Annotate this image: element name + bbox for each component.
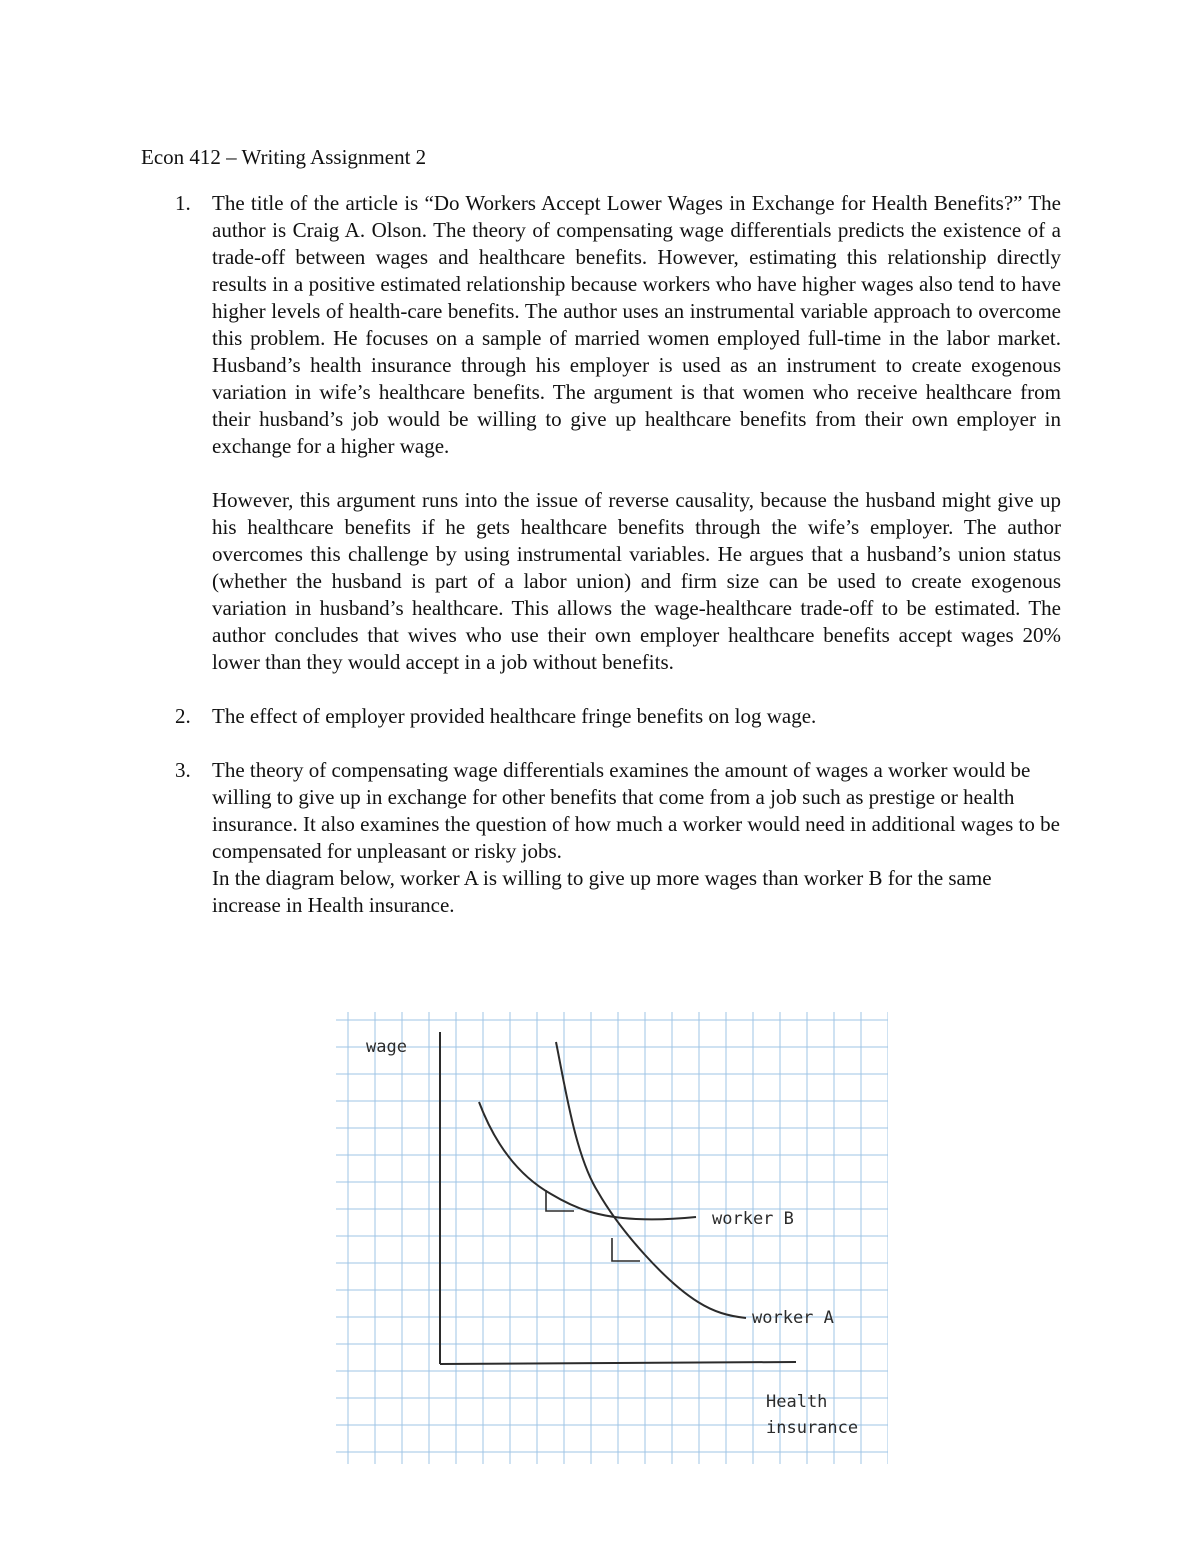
list-item-1 [141, 190, 1061, 676]
paragraph: In the diagram below, worker A is willing to give up more wages than worker B for the same increase in Health insurance. [212, 866, 992, 917]
y-axis-label: wage [366, 1037, 407, 1057]
paragraph: However, this argument runs into the issue of reverse causality, because the husband might give up his healthcare benefits if he gets healthcare benefits through the wife’s employer. The author overcomes this challenge by using instrumental variables. He argues that a husband’s union status (whether the husband is part of a labor union) and firm size can be used to create exogenous variation in husband’s healthcare. This allows the wage-healthcare trade-off to be estimated. The author concludes that wives who use their own employer healthcare benefits accept wages 20% lower than they would accept in a job without benefits. [212, 488, 1061, 674]
worker-a-label: worker A [752, 1308, 834, 1328]
list-number: 2. [175, 704, 191, 728]
paragraph: The title of the article is “Do Workers Accept Lower Wages in Exchange for Health Benefits?” The author is Craig A. Olson. The theory of compensating wage differentials predicts the existence of a trade-off between wages and healthcare benefits. However, estimating this relationship directly results in a positive estimated relationship because workers who have higher wages also tend to have higher levels of health-care benefits. The author uses an instrumental variable approach to overcome this problem. He focuses on a sample of married women employed full-time in the labor market. Husband’s health insurance through his employer is used as an instrument to create exogenous variation in wife’s healthcare benefits. The argument is that women who receive healthcare from their husband’s job would be willing to give up healthcare benefits from their own employer in exchange for a higher wage. [212, 191, 1061, 458]
list-number: 3. [175, 758, 191, 782]
numbered-list [141, 190, 1061, 946]
list-item-3 [141, 757, 1061, 919]
diagram-canvas [336, 1012, 888, 1464]
document-title: Econ 412 – Writing Assignment 2 [141, 145, 427, 169]
list-number: 1. [175, 191, 191, 215]
x-axis-label-line1: Health [766, 1392, 828, 1412]
list-item-2 [141, 703, 1061, 730]
paragraph: The effect of employer provided healthcare fringe benefits on log wage. [212, 704, 817, 728]
worker-b-label: worker B [712, 1209, 794, 1229]
x-axis-label-line2: insurance [766, 1418, 859, 1438]
hand-drawn-diagram [336, 1012, 888, 1464]
paragraph: The theory of compensating wage differentials examines the amount of wages a worker would be willing to give up in exchange for other benefits that come from a job such as prestige or health insurance. It also examines the question of how much a worker would need in additional wages to be compensated for unpleasant or risky jobs. [212, 758, 1060, 863]
